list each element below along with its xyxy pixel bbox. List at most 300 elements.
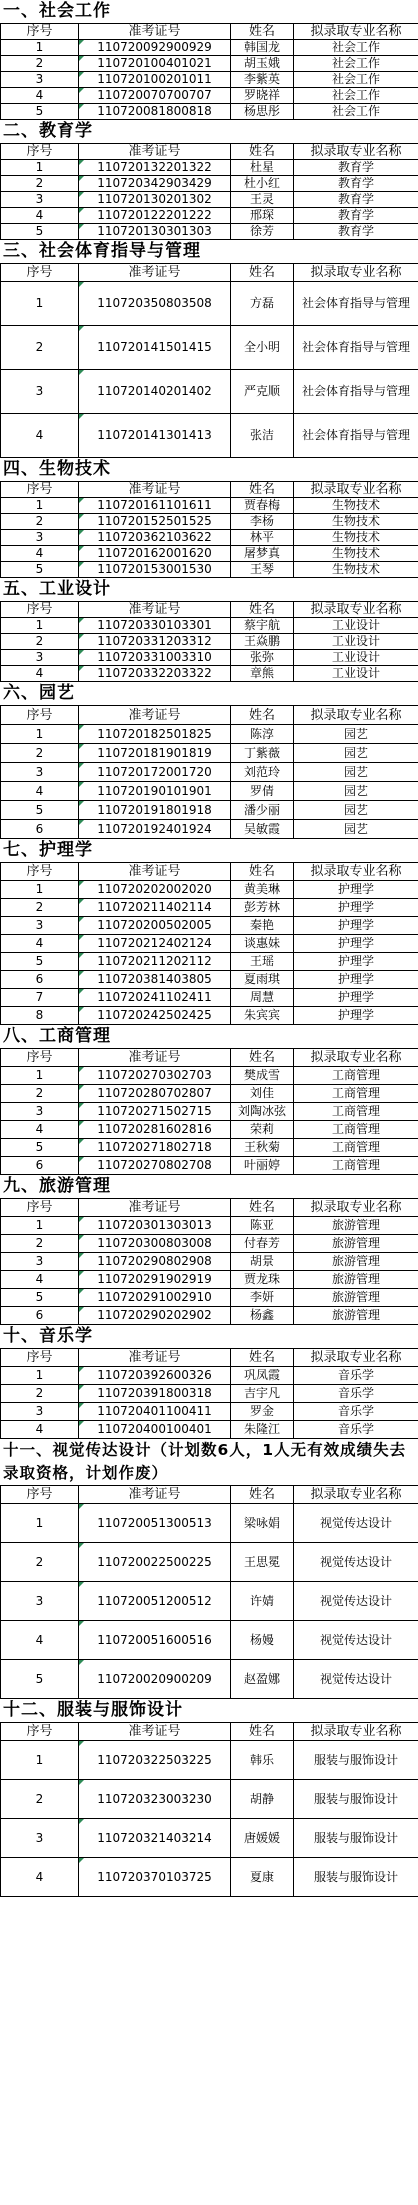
admission-table bbox=[0, 1198, 418, 1325]
table-row bbox=[1, 282, 418, 326]
header-exam-number: 准考证号 bbox=[79, 1049, 231, 1067]
table-row bbox=[1, 104, 418, 120]
cell-major-name: 护理学 bbox=[294, 971, 418, 989]
cell-row-number: 2 bbox=[1, 514, 79, 530]
table-row bbox=[1, 1121, 418, 1139]
table-row bbox=[1, 498, 418, 514]
cell-major-name: 护理学 bbox=[294, 899, 418, 917]
table-row bbox=[1, 1067, 418, 1085]
cell-row-number: 2 bbox=[1, 744, 79, 763]
table-row bbox=[1, 1621, 418, 1660]
cell-row-number: 2 bbox=[1, 634, 79, 650]
cell-major-name: 社会体育指导与管理 bbox=[294, 326, 418, 370]
cell-row-number: 1 bbox=[1, 40, 79, 56]
table-row bbox=[1, 744, 418, 763]
cell-row-number: 5 bbox=[1, 104, 79, 120]
cell-student-name: 王秋菊 bbox=[231, 1139, 294, 1157]
header-student-name: 姓名 bbox=[231, 1486, 294, 1504]
header-exam-number: 准考证号 bbox=[79, 1349, 231, 1367]
cell-exam-number: 110720153001530 bbox=[79, 562, 231, 578]
admission-table bbox=[0, 481, 418, 578]
cell-exam-number: 110720190101901 bbox=[79, 782, 231, 801]
cell-student-name: 杨思彤 bbox=[231, 104, 294, 120]
header-major-name: 拟录取专业名称 bbox=[294, 482, 418, 498]
header-major-name: 拟录取专业名称 bbox=[294, 144, 418, 160]
section-6 bbox=[0, 682, 418, 839]
table-row bbox=[1, 1385, 418, 1403]
cell-row-number: 5 bbox=[1, 801, 79, 820]
cell-major-name: 工商管理 bbox=[294, 1139, 418, 1157]
cell-exam-number: 110720322503225 bbox=[79, 1741, 231, 1780]
cell-student-name: 赵盈娜 bbox=[231, 1660, 294, 1699]
header-major-name: 拟录取专业名称 bbox=[294, 1349, 418, 1367]
cell-row-number: 1 bbox=[1, 1067, 79, 1085]
table-row bbox=[1, 650, 418, 666]
header-major-name: 拟录取专业名称 bbox=[294, 1486, 418, 1504]
cell-major-name: 旅游管理 bbox=[294, 1253, 418, 1271]
header-row-number: 序号 bbox=[1, 482, 79, 498]
cell-student-name: 梁咏娟 bbox=[231, 1504, 294, 1543]
cell-major-name: 音乐学 bbox=[294, 1403, 418, 1421]
table-row bbox=[1, 953, 418, 971]
cell-row-number: 4 bbox=[1, 935, 79, 953]
cell-major-name: 视觉传达设计 bbox=[294, 1582, 418, 1621]
header-student-name: 姓名 bbox=[231, 863, 294, 881]
cell-exam-number: 110720141501415 bbox=[79, 326, 231, 370]
cell-exam-number: 110720350803508 bbox=[79, 282, 231, 326]
header-major-name: 拟录取专业名称 bbox=[294, 24, 418, 40]
cell-exam-number: 110720291002910 bbox=[79, 1289, 231, 1307]
table-row bbox=[1, 1858, 418, 1897]
cell-student-name: 林平 bbox=[231, 530, 294, 546]
cell-row-number: 3 bbox=[1, 1582, 79, 1621]
cell-exam-number: 110720321403214 bbox=[79, 1819, 231, 1858]
cell-student-name: 王灵 bbox=[231, 192, 294, 208]
header-student-name: 姓名 bbox=[231, 1049, 294, 1067]
cell-student-name: 胡景 bbox=[231, 1253, 294, 1271]
cell-student-name: 朱隆江 bbox=[231, 1421, 294, 1439]
cell-exam-number: 110720370103725 bbox=[79, 1858, 231, 1897]
cell-major-name: 社会体育指导与管理 bbox=[294, 414, 418, 458]
table-row bbox=[1, 801, 418, 820]
section-4 bbox=[0, 458, 418, 578]
cell-student-name: 陈淳 bbox=[231, 725, 294, 744]
table-row bbox=[1, 618, 418, 634]
cell-major-name: 社会工作 bbox=[294, 104, 418, 120]
section-11 bbox=[0, 1439, 418, 1699]
cell-exam-number: 110720211402114 bbox=[79, 899, 231, 917]
table-row bbox=[1, 820, 418, 839]
cell-student-name: 徐芳 bbox=[231, 224, 294, 240]
cell-row-number: 1 bbox=[1, 498, 79, 514]
header-exam-number: 准考证号 bbox=[79, 264, 231, 282]
cell-row-number: 6 bbox=[1, 1307, 79, 1325]
table-header-row bbox=[1, 144, 418, 160]
cell-student-name: 潘少丽 bbox=[231, 801, 294, 820]
cell-exam-number: 110720161101611 bbox=[79, 498, 231, 514]
table-header-row bbox=[1, 482, 418, 498]
cell-major-name: 服装与服饰设计 bbox=[294, 1741, 418, 1780]
cell-exam-number: 110720181901819 bbox=[79, 744, 231, 763]
cell-student-name: 朱宾宾 bbox=[231, 1007, 294, 1025]
header-major-name: 拟录取专业名称 bbox=[294, 1049, 418, 1067]
cell-student-name: 胡静 bbox=[231, 1780, 294, 1819]
cell-exam-number: 110720332203322 bbox=[79, 666, 231, 682]
cell-major-name: 园艺 bbox=[294, 725, 418, 744]
cell-major-name: 生物技术 bbox=[294, 514, 418, 530]
cell-student-name: 刘陶冰弦 bbox=[231, 1103, 294, 1121]
cell-exam-number: 110720280702807 bbox=[79, 1085, 231, 1103]
cell-major-name: 护理学 bbox=[294, 935, 418, 953]
header-row-number: 序号 bbox=[1, 1486, 79, 1504]
cell-student-name: 贾春梅 bbox=[231, 498, 294, 514]
header-major-name: 拟录取专业名称 bbox=[294, 1723, 418, 1741]
cell-major-name: 工业设计 bbox=[294, 666, 418, 682]
section-title: 九、旅游管理 bbox=[3, 1176, 111, 1196]
header-exam-number: 准考证号 bbox=[79, 482, 231, 498]
cell-row-number: 4 bbox=[1, 414, 79, 458]
cell-row-number: 1 bbox=[1, 1741, 79, 1780]
cell-student-name: 吉宇凡 bbox=[231, 1385, 294, 1403]
cell-row-number: 4 bbox=[1, 1271, 79, 1289]
cell-student-name: 贾龙珠 bbox=[231, 1271, 294, 1289]
section-8 bbox=[0, 1025, 418, 1175]
cell-exam-number: 110720323003230 bbox=[79, 1780, 231, 1819]
table-header-row bbox=[1, 602, 418, 618]
header-exam-number: 准考证号 bbox=[79, 144, 231, 160]
section-title: 五、工业设计 bbox=[3, 579, 111, 599]
admission-table bbox=[0, 263, 418, 458]
header-row-number: 序号 bbox=[1, 144, 79, 160]
section-title: 六、园艺 bbox=[3, 683, 75, 703]
header-major-name: 拟录取专业名称 bbox=[294, 1199, 418, 1217]
header-exam-number: 准考证号 bbox=[79, 1486, 231, 1504]
cell-exam-number: 110720241102411 bbox=[79, 989, 231, 1007]
table-row bbox=[1, 1582, 418, 1621]
table-header-row bbox=[1, 1723, 418, 1741]
cell-major-name: 园艺 bbox=[294, 820, 418, 839]
cell-student-name: 张弥 bbox=[231, 650, 294, 666]
table-row bbox=[1, 935, 418, 953]
admission-table bbox=[0, 601, 418, 682]
cell-row-number: 3 bbox=[1, 1819, 79, 1858]
header-row-number: 序号 bbox=[1, 1723, 79, 1741]
cell-major-name: 音乐学 bbox=[294, 1367, 418, 1385]
table-row bbox=[1, 1819, 418, 1858]
cell-major-name: 社会体育指导与管理 bbox=[294, 370, 418, 414]
table-row bbox=[1, 370, 418, 414]
cell-major-name: 旅游管理 bbox=[294, 1307, 418, 1325]
cell-student-name: 叶丽婷 bbox=[231, 1157, 294, 1175]
cell-row-number: 3 bbox=[1, 1253, 79, 1271]
cell-exam-number: 110720141301413 bbox=[79, 414, 231, 458]
cell-exam-number: 110720391800318 bbox=[79, 1385, 231, 1403]
cell-student-name: 杜星 bbox=[231, 160, 294, 176]
header-row-number: 序号 bbox=[1, 264, 79, 282]
table-header-row bbox=[1, 1199, 418, 1217]
cell-student-name: 蔡宇航 bbox=[231, 618, 294, 634]
cell-student-name: 杨嫚 bbox=[231, 1621, 294, 1660]
table-row bbox=[1, 1421, 418, 1439]
cell-student-name: 刘佳 bbox=[231, 1085, 294, 1103]
table-row bbox=[1, 971, 418, 989]
cell-exam-number: 110720152501525 bbox=[79, 514, 231, 530]
table-row bbox=[1, 725, 418, 744]
cell-exam-number: 110720081800818 bbox=[79, 104, 231, 120]
cell-row-number: 2 bbox=[1, 176, 79, 192]
cell-exam-number: 110720290202902 bbox=[79, 1307, 231, 1325]
cell-row-number: 4 bbox=[1, 1621, 79, 1660]
table-row bbox=[1, 530, 418, 546]
cell-student-name: 陈亚 bbox=[231, 1217, 294, 1235]
cell-row-number: 3 bbox=[1, 192, 79, 208]
table-row bbox=[1, 782, 418, 801]
cell-major-name: 旅游管理 bbox=[294, 1289, 418, 1307]
cell-student-name: 屠梦真 bbox=[231, 546, 294, 562]
cell-major-name: 工业设计 bbox=[294, 650, 418, 666]
header-major-name: 拟录取专业名称 bbox=[294, 863, 418, 881]
admission-table bbox=[0, 705, 418, 839]
cell-student-name: 罗金 bbox=[231, 1403, 294, 1421]
table-row bbox=[1, 1271, 418, 1289]
cell-exam-number: 110720330103301 bbox=[79, 618, 231, 634]
cell-exam-number: 110720242502425 bbox=[79, 1007, 231, 1025]
header-exam-number: 准考证号 bbox=[79, 706, 231, 725]
table-row bbox=[1, 881, 418, 899]
cell-student-name: 张洁 bbox=[231, 414, 294, 458]
cell-exam-number: 110720162001620 bbox=[79, 546, 231, 562]
header-row-number: 序号 bbox=[1, 1049, 79, 1067]
header-exam-number: 准考证号 bbox=[79, 1723, 231, 1741]
table-row bbox=[1, 1007, 418, 1025]
cell-major-name: 社会工作 bbox=[294, 40, 418, 56]
cell-major-name: 音乐学 bbox=[294, 1385, 418, 1403]
cell-row-number: 8 bbox=[1, 1007, 79, 1025]
table-row bbox=[1, 56, 418, 72]
table-row bbox=[1, 1307, 418, 1325]
cell-major-name: 生物技术 bbox=[294, 498, 418, 514]
header-student-name: 姓名 bbox=[231, 602, 294, 618]
admission-table bbox=[0, 1348, 418, 1439]
section-title: 二、教育学 bbox=[3, 121, 93, 141]
cell-exam-number: 110720300803008 bbox=[79, 1235, 231, 1253]
table-row bbox=[1, 1780, 418, 1819]
cell-row-number: 3 bbox=[1, 72, 79, 88]
table-row bbox=[1, 192, 418, 208]
cell-row-number: 1 bbox=[1, 1367, 79, 1385]
cell-major-name: 生物技术 bbox=[294, 530, 418, 546]
cell-major-name: 服装与服饰设计 bbox=[294, 1858, 418, 1897]
cell-major-name: 社会工作 bbox=[294, 88, 418, 104]
cell-student-name: 丁紫薇 bbox=[231, 744, 294, 763]
cell-exam-number: 110720140201402 bbox=[79, 370, 231, 414]
cell-exam-number: 110720401100411 bbox=[79, 1403, 231, 1421]
header-student-name: 姓名 bbox=[231, 1349, 294, 1367]
cell-exam-number: 110720271802718 bbox=[79, 1139, 231, 1157]
cell-student-name: 邢琛 bbox=[231, 208, 294, 224]
table-row bbox=[1, 1367, 418, 1385]
table-row bbox=[1, 666, 418, 682]
cell-exam-number: 110720051300513 bbox=[79, 1504, 231, 1543]
cell-major-name: 护理学 bbox=[294, 1007, 418, 1025]
cell-row-number: 5 bbox=[1, 1289, 79, 1307]
header-row-number: 序号 bbox=[1, 1199, 79, 1217]
cell-row-number: 2 bbox=[1, 1085, 79, 1103]
table-row bbox=[1, 72, 418, 88]
cell-exam-number: 110720070700707 bbox=[79, 88, 231, 104]
cell-student-name: 王瑶 bbox=[231, 953, 294, 971]
table-row bbox=[1, 176, 418, 192]
cell-row-number: 6 bbox=[1, 971, 79, 989]
table-row bbox=[1, 562, 418, 578]
table-row bbox=[1, 514, 418, 530]
cell-student-name: 秦艳 bbox=[231, 917, 294, 935]
section-title: 三、社会体育指导与管理 bbox=[3, 241, 201, 261]
cell-row-number: 1 bbox=[1, 881, 79, 899]
cell-row-number: 1 bbox=[1, 725, 79, 744]
cell-major-name: 工商管理 bbox=[294, 1067, 418, 1085]
cell-exam-number: 110720191801918 bbox=[79, 801, 231, 820]
cell-exam-number: 110720122201222 bbox=[79, 208, 231, 224]
table-row bbox=[1, 208, 418, 224]
cell-row-number: 5 bbox=[1, 224, 79, 240]
cell-row-number: 2 bbox=[1, 899, 79, 917]
cell-exam-number: 110720022500225 bbox=[79, 1543, 231, 1582]
cell-exam-number: 110720130301303 bbox=[79, 224, 231, 240]
table-row bbox=[1, 1403, 418, 1421]
table-row bbox=[1, 1543, 418, 1582]
cell-major-name: 园艺 bbox=[294, 744, 418, 763]
admission-table bbox=[0, 862, 418, 1025]
table-row bbox=[1, 160, 418, 176]
table-row bbox=[1, 326, 418, 370]
cell-row-number: 3 bbox=[1, 763, 79, 782]
cell-student-name: 韩国龙 bbox=[231, 40, 294, 56]
cell-student-name: 严克顺 bbox=[231, 370, 294, 414]
cell-row-number: 6 bbox=[1, 1157, 79, 1175]
cell-row-number: 7 bbox=[1, 989, 79, 1007]
header-student-name: 姓名 bbox=[231, 482, 294, 498]
admission-table bbox=[0, 1722, 418, 1897]
header-student-name: 姓名 bbox=[231, 706, 294, 725]
cell-student-name: 罗倩 bbox=[231, 782, 294, 801]
cell-student-name: 王焱鹏 bbox=[231, 634, 294, 650]
header-exam-number: 准考证号 bbox=[79, 863, 231, 881]
cell-student-name: 韩乐 bbox=[231, 1741, 294, 1780]
header-major-name: 拟录取专业名称 bbox=[294, 706, 418, 725]
cell-exam-number: 110720051200512 bbox=[79, 1582, 231, 1621]
cell-row-number: 2 bbox=[1, 1235, 79, 1253]
cell-exam-number: 110720400100401 bbox=[79, 1421, 231, 1439]
cell-student-name: 谈惠妹 bbox=[231, 935, 294, 953]
cell-row-number: 1 bbox=[1, 282, 79, 326]
cell-exam-number: 110720271502715 bbox=[79, 1103, 231, 1121]
cell-major-name: 护理学 bbox=[294, 917, 418, 935]
table-row bbox=[1, 1660, 418, 1699]
cell-row-number: 2 bbox=[1, 326, 79, 370]
section-title: 十一、视觉传达设计（计划数6人，1人无有效成绩失去录取资格，计划作废） bbox=[3, 1441, 407, 1482]
admission-table bbox=[0, 1048, 418, 1175]
cell-row-number: 5 bbox=[1, 1139, 79, 1157]
table-row bbox=[1, 40, 418, 56]
cell-major-name: 视觉传达设计 bbox=[294, 1543, 418, 1582]
cell-major-name: 工商管理 bbox=[294, 1085, 418, 1103]
section-5 bbox=[0, 578, 418, 682]
cell-student-name: 李杨 bbox=[231, 514, 294, 530]
section-title: 十二、服装与服饰设计 bbox=[3, 1700, 183, 1720]
section-title: 十、音乐学 bbox=[3, 1326, 93, 1346]
cell-student-name: 许婧 bbox=[231, 1582, 294, 1621]
admission-table bbox=[0, 23, 418, 120]
cell-student-name: 罗晓祥 bbox=[231, 88, 294, 104]
cell-major-name: 工业设计 bbox=[294, 634, 418, 650]
cell-major-name: 园艺 bbox=[294, 782, 418, 801]
table-row bbox=[1, 1157, 418, 1175]
table-row bbox=[1, 1289, 418, 1307]
cell-major-name: 教育学 bbox=[294, 160, 418, 176]
header-row-number: 序号 bbox=[1, 24, 79, 40]
cell-row-number: 3 bbox=[1, 370, 79, 414]
cell-exam-number: 110720200502005 bbox=[79, 917, 231, 935]
cell-row-number: 2 bbox=[1, 1385, 79, 1403]
header-student-name: 姓名 bbox=[231, 24, 294, 40]
cell-major-name: 教育学 bbox=[294, 224, 418, 240]
cell-major-name: 园艺 bbox=[294, 801, 418, 820]
header-exam-number: 准考证号 bbox=[79, 1199, 231, 1217]
header-exam-number: 准考证号 bbox=[79, 24, 231, 40]
cell-student-name: 荣莉 bbox=[231, 1121, 294, 1139]
table-row bbox=[1, 899, 418, 917]
header-major-name: 拟录取专业名称 bbox=[294, 264, 418, 282]
cell-major-name: 教育学 bbox=[294, 192, 418, 208]
section-title: 一、社会工作 bbox=[3, 1, 111, 21]
cell-exam-number: 110720092900929 bbox=[79, 40, 231, 56]
cell-major-name: 工商管理 bbox=[294, 1103, 418, 1121]
cell-student-name: 杜小红 bbox=[231, 176, 294, 192]
cell-row-number: 3 bbox=[1, 650, 79, 666]
cell-major-name: 工商管理 bbox=[294, 1121, 418, 1139]
header-row-number: 序号 bbox=[1, 863, 79, 881]
cell-student-name: 付春芳 bbox=[231, 1235, 294, 1253]
cell-student-name: 方磊 bbox=[231, 282, 294, 326]
cell-row-number: 1 bbox=[1, 1217, 79, 1235]
table-header-row bbox=[1, 863, 418, 881]
section-3 bbox=[0, 240, 418, 458]
cell-exam-number: 110720182501825 bbox=[79, 725, 231, 744]
cell-row-number: 1 bbox=[1, 160, 79, 176]
cell-student-name: 胡玉娥 bbox=[231, 56, 294, 72]
cell-row-number: 5 bbox=[1, 1660, 79, 1699]
table-row bbox=[1, 989, 418, 1007]
cell-row-number: 3 bbox=[1, 1103, 79, 1121]
cell-major-name: 工业设计 bbox=[294, 618, 418, 634]
cell-student-name: 杨鑫 bbox=[231, 1307, 294, 1325]
cell-student-name: 章熊 bbox=[231, 666, 294, 682]
table-header-row bbox=[1, 706, 418, 725]
cell-exam-number: 110720392600326 bbox=[79, 1367, 231, 1385]
section-title: 四、生物技术 bbox=[3, 459, 111, 479]
table-header-row bbox=[1, 1049, 418, 1067]
cell-major-name: 视觉传达设计 bbox=[294, 1504, 418, 1543]
table-row bbox=[1, 224, 418, 240]
cell-major-name: 社会工作 bbox=[294, 72, 418, 88]
section-9 bbox=[0, 1175, 418, 1325]
cell-row-number: 2 bbox=[1, 56, 79, 72]
cell-student-name: 吴敏霞 bbox=[231, 820, 294, 839]
cell-major-name: 护理学 bbox=[294, 989, 418, 1007]
cell-row-number: 5 bbox=[1, 562, 79, 578]
admission-table bbox=[0, 1485, 418, 1699]
